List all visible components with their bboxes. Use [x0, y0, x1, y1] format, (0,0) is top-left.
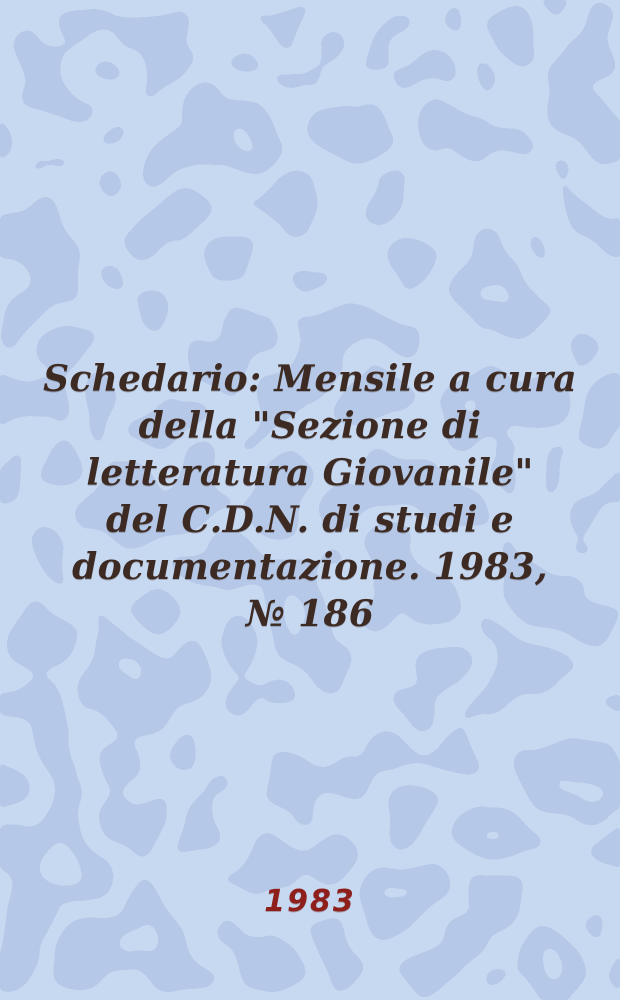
- cover-year: 1983: [264, 884, 356, 919]
- title-line-issue-number: № 186: [245, 593, 375, 635]
- title-line-5: documentazione. 1983,: [72, 546, 548, 588]
- title-line-2: della "Sezione di: [138, 405, 482, 447]
- title-line-3: letteratura Giovanile": [86, 452, 534, 494]
- title-line-1: Schedario: Mensile a cura: [43, 358, 577, 400]
- title-line-4: del C.D.N. di studi e: [105, 499, 514, 541]
- cover-title: [0, 356, 620, 638]
